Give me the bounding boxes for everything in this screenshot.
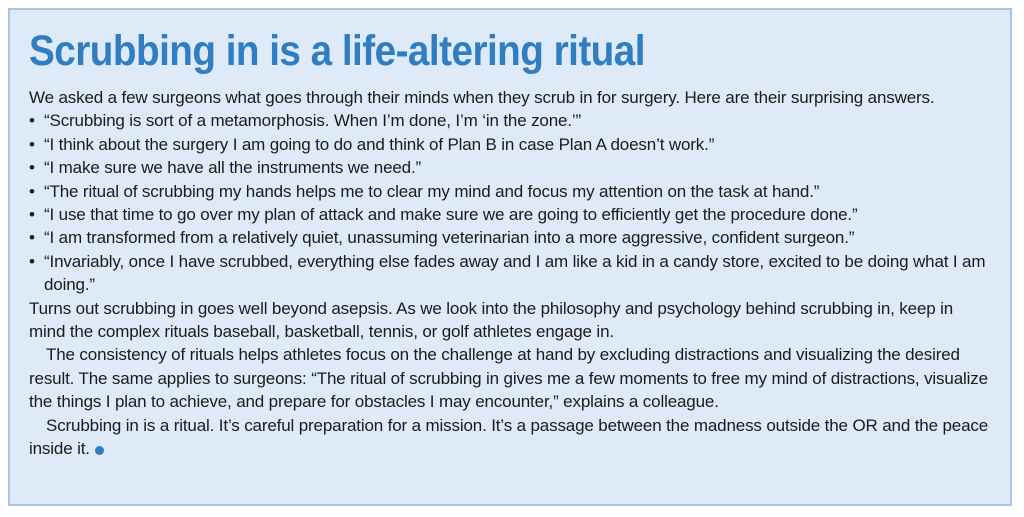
list-item xyxy=(29,226,990,249)
quote-text: “The ritual of scrubbing my hands helps me to clear my mind and focus my attention on the task at hand.” xyxy=(44,181,820,201)
list-item xyxy=(29,133,990,156)
bullet-icon: • xyxy=(29,134,35,154)
quote-list xyxy=(29,109,990,296)
bullet-icon: • xyxy=(29,158,35,178)
intro-paragraph: We asked a few surgeons what goes through their minds when they scrub in for surgery. Here are their surprising answers. xyxy=(29,88,935,107)
headline: Scrubbing in is a life-altering ritual xyxy=(29,27,645,75)
bullet-icon: • xyxy=(29,181,35,201)
list-item xyxy=(29,109,990,132)
body-paragraph: Turns out scrubbing in goes well beyond asepsis. As we look into the philosophy and psychology behind scrubbing in, keep in mind the complex rituals baseball, basketball, tennis, or golf athletes engage in. xyxy=(29,298,954,342)
list-item xyxy=(29,250,990,297)
sidebar-box xyxy=(8,8,1012,506)
quote-text: “I am transformed from a relatively quiet, unassuming veterinarian into a more aggressive, confident surgeon.” xyxy=(44,228,855,248)
bullet-icon: • xyxy=(29,228,35,248)
end-mark-icon xyxy=(95,446,104,455)
body-paragraph: The consistency of rituals helps athletes focus on the challenge at hand by excluding distractions and visualizing the desired result. The same applies to surgeons: “The ritual of scrubbing in gives me a few moments to free my mind of distractions, visualize the things I plan to achieve, and prepare for obstacles I may encounter,” explains a colleague. xyxy=(29,345,988,412)
quote-text: “I use that time to go over my plan of attack and make sure we are going to efficiently get the procedure done.” xyxy=(44,205,858,225)
quote-text: “I make sure we have all the instruments we need.” xyxy=(44,158,422,178)
bullet-icon: • xyxy=(29,111,35,131)
article-body xyxy=(29,86,990,461)
list-item xyxy=(29,203,990,226)
quote-text: “Scrubbing is sort of a metamorphosis. When I’m done, I’m ‘in the zone.’” xyxy=(44,111,582,131)
bullet-icon: • xyxy=(29,205,35,225)
body-paragraph xyxy=(29,414,990,461)
list-item xyxy=(29,180,990,203)
closing-text: Scrubbing in is a ritual. It’s careful preparation for a mission. It’s a passage between the madness outside the OR and the peace inside it. xyxy=(29,415,989,459)
quote-text: “I think about the surgery I am going to do and think of Plan B in case Plan A doesn’t work.” xyxy=(44,134,715,154)
bullet-icon: • xyxy=(29,251,35,271)
quote-text: “Invariably, once I have scrubbed, everything else fades away and I am like a kid in a candy store, excited to be doing what I am doing.” xyxy=(44,251,986,295)
list-item xyxy=(29,156,990,179)
